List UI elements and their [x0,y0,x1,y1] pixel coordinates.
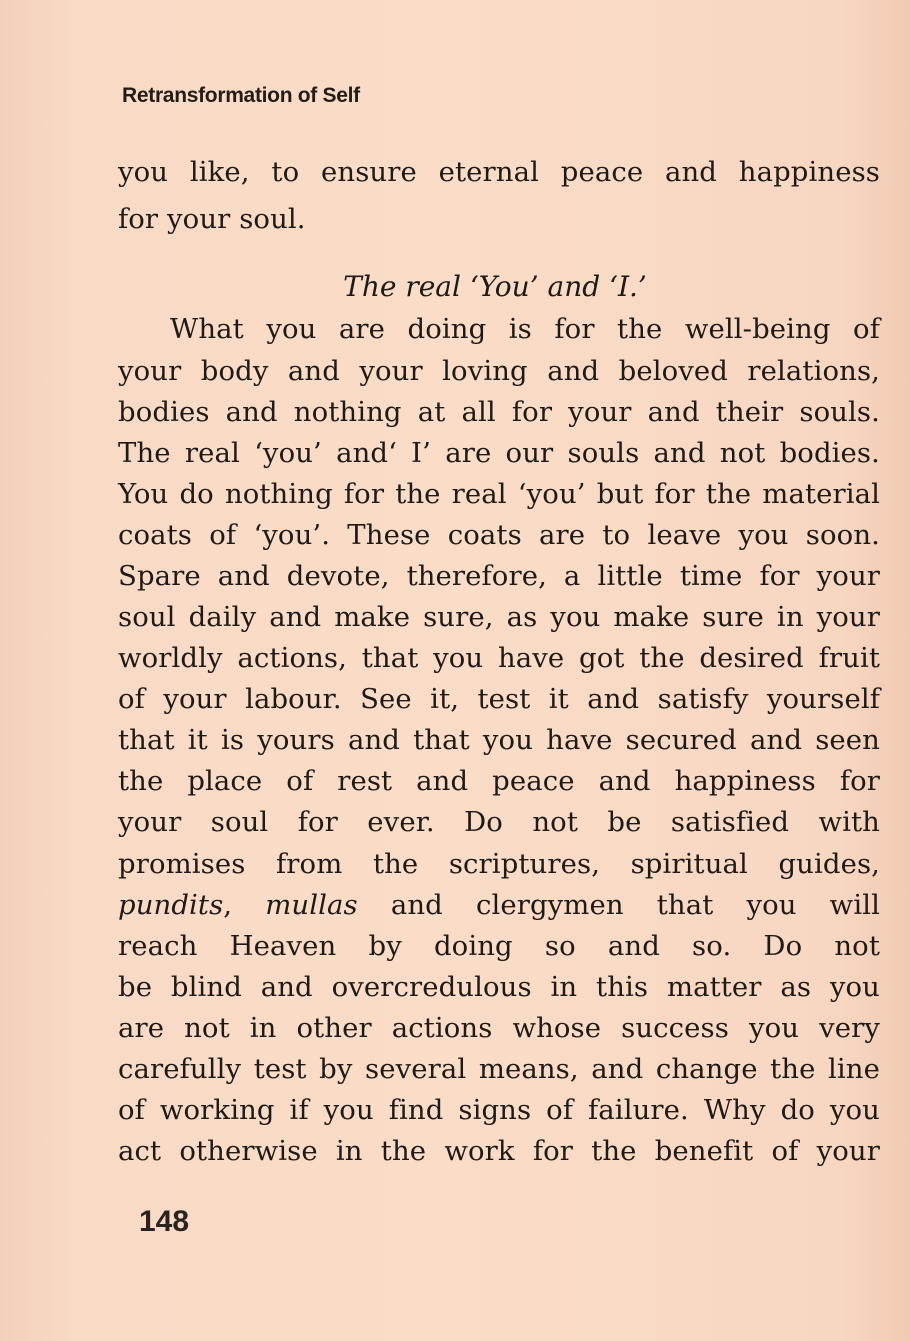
page-number: 148 [139,1205,190,1238]
text-line: The real ‘you’ and‘ I’ are our souls and not bodies. [118,437,880,469]
text-line: of your labour. See it, test it and satisfy yourself [118,683,880,715]
section-subheading: The real ‘You’ and ‘I.’ [343,270,647,303]
text-line: promises from the scriptures, spiritual guides, [118,848,880,880]
text-line: You do nothing for the real ‘you’ but for the material [118,478,880,510]
text-line: bodies and nothing at all for your and their souls. [118,396,880,428]
text-line: reach Heaven by doing so and so. Do not [118,930,880,962]
text-line: are not in other actions whose success you very [118,1012,880,1044]
text-line: for your soul. [118,203,306,235]
text-line: of working if you find signs of failure. Why do you [118,1094,880,1126]
running-head: Retransformation of Self [122,84,360,107]
text-line: worldly actions, that you have got the desired fruit [118,642,880,674]
text-line: your soul for ever. Do not be satisfied with [118,806,880,838]
text-line: What you are doing is for the well-being of [170,313,880,345]
text-line: be blind and overcredulous in this matter as you [118,971,880,1003]
text-line: soul daily and make sure, as you make sure in your [118,601,880,633]
text-line: your body and your loving and beloved relations, [118,355,880,387]
text-line: carefully test by several means, and change the line [118,1053,880,1085]
text-line: coats of ‘you’. These coats are to leave you soon. [118,519,880,551]
text-line: you like, to ensure eternal peace and happiness [118,156,880,188]
text-line: pundits, mullas and clergymen that you will [118,889,880,921]
text-line: the place of rest and peace and happiness for [118,765,880,797]
text-line: act otherwise in the work for the benefit of your [118,1135,880,1167]
text-line: that it is yours and that you have secured and seen [118,724,880,756]
text-line: Spare and devote, therefore, a little time for your [118,560,880,592]
